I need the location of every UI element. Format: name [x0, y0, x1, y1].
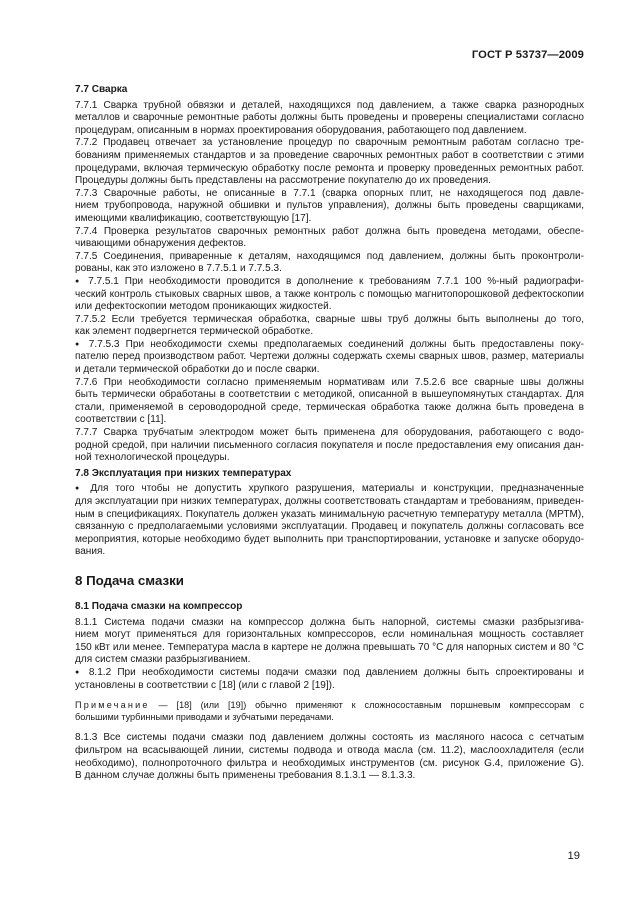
text-line: 7.7.3 Сварочные работы, не описанные в 7.7.1 (сварка опорных плит, не находящегося под давле- — [75, 187, 584, 199]
paragraph-8-1-3 — [63, 732, 584, 782]
text-line: ● 7.7.5.1 При необходимости проводится в дополнение к требованиям 7.7.1 100 %-ный радиографи- — [75, 275, 585, 287]
text-line: для систем смазки разбрызгиванием. — [75, 654, 251, 666]
paragraph-8-1-2 — [63, 667, 584, 692]
note-label: Примечание — [75, 700, 150, 711]
paragraph-7-7-4 — [63, 226, 584, 251]
text-line: 7.7.7 Сварка трубчатым электродом может быть применена для оборудования, работающего с водо- — [75, 427, 584, 439]
paragraph-7-7-5-1 — [63, 276, 584, 314]
section-8-1-heading: 8.1 Подача смазки на компрессор — [75, 600, 243, 612]
text-line: ● 7.7.5.3 При необходимости схемы предполагаемых соединений должны быть предоставлены поку- — [75, 338, 585, 350]
text-line: 7.7.5.2 Если требуется термическая обработка, сварные швы труб должны быть выполнены до того, — [75, 313, 584, 325]
paragraph-7-7-7 — [63, 427, 584, 465]
text-line: 7.7.6 При необходимости согласно применяемым нормативам или 7.5.2.6 все сварные швы должны — [75, 376, 584, 388]
text-line: быть термически обработаны в соответствии с методикой, описанной в вышеупомянутых стандартах. Для — [75, 389, 584, 401]
text-line: для эксплуатации при низких температурах, должны соответствовать стандартам и требованиям, приведен- — [75, 496, 584, 507]
text-line: большими турбинными приводами и зубчатыми передачами. — [75, 711, 334, 722]
text-line: вания. — [75, 546, 106, 558]
text-line: имеющими квалификацию, соответствующую [17]. — [75, 212, 312, 224]
section-8-heading: 8 Подача смазки — [75, 572, 184, 588]
paragraph-7-7-5 — [63, 251, 584, 276]
page-content — [63, 77, 584, 783]
paragraph-8-1-1 — [63, 617, 584, 667]
bullet-icon: ● — [75, 340, 83, 348]
text-line: или дефектоскопии методом проникающих жидкостей. — [75, 301, 332, 313]
paragraph-7-7-5-3 — [63, 339, 584, 377]
text-line: мероприятия, которые необходимо будет выполнить при транспортировании, установке и запуске оборудо- — [75, 533, 584, 545]
section-7-8-heading: 7.8 Эксплуатация при низких температурах — [75, 467, 292, 479]
text-line: 7.7.1 Сварка трубной обвязки и деталей, находящихся под давлением, а также сварка разнородных — [75, 99, 584, 111]
paragraph-7-7-1 — [63, 100, 584, 138]
text-line: В данном случае должны быть применены требования 8.1.3.1 — 8.1.3.3. — [75, 770, 416, 782]
text-line: Примечание — [18] (или [19]) обычно применяют к сложносоставным поршневым компрессорам с — [75, 700, 584, 711]
bullet-icon: ● — [75, 485, 84, 493]
text-line: процедурам, описанным в нормах проектирования оборудования, работающего под давлением. — [75, 124, 527, 136]
text-line: 150 кВт или менее. Температура масла в картере не должна превышать 70 °С для напорных систем и 80 °С — [75, 641, 584, 653]
standard-header: ГОСТ Р 53737—2009 — [471, 49, 584, 61]
text-line: пателю перед производством работ. Чертежи должны содержать схемы сварных швов, размер, материалы — [75, 351, 584, 363]
text-line: Процедуры должны быть представлены на рассмотрение покупателю до их проведения. — [75, 175, 491, 187]
paragraph-7-8 — [63, 483, 584, 559]
text-line: металлов и сварочные ремонтные работы должны быть проведены и проверены специалистами согласно — [75, 112, 584, 124]
text-line: чивающими обнаружения дефектов. — [75, 238, 247, 250]
paragraph-7-7-3 — [63, 188, 584, 226]
bullet-icon: ● — [75, 668, 83, 676]
text-line: фильтром на всасывающей линии, системы подвода и отвода масла (см. 11.2), маслоохладителя (если — [75, 744, 584, 756]
text-line: 7.7.2 Продавец отвечает за установление процедур по сварочным ремонтным работам согласно тре- — [75, 137, 584, 149]
text-line: связанную с предполагаемыми условиями эксплуатации. Продавец и покупатель должны согласовать все — [75, 521, 584, 533]
text-line: 8.1.1 Система подачи смазки на компрессор должна быть напорной, системы смазки разбрызгива- — [75, 616, 584, 628]
text-line: стали, применяемой в сероводородной среде, термическая обработка также должна быть проведена в — [75, 401, 584, 413]
text-line: 7.7.4 Проверка результатов сварочных ремонтных работ должна быть проведена методами, обеспе- — [75, 225, 584, 237]
section-7-7-heading: 7.7 Сварка — [75, 84, 128, 95]
text-line: ● Для того чтобы не допустить хрупкого разрушения, материалы и конструкции, предназначенные — [75, 483, 584, 495]
text-line: и детали термической обработки до и после сварки. — [75, 364, 320, 376]
text-line: рованы, как это изложено в 7.7.5.1 и 7.7.5.3. — [75, 263, 282, 275]
text-line: ческий контроль стыковых сварных швов, а также контроль с помощью магнитопорошковой дефектоскопии — [75, 288, 584, 300]
text-line: соответствии с [11]. — [75, 414, 167, 426]
text-line: нием трубопровода, наружной обшивки и пультов управления), должны быть проведены сварщиками, — [75, 200, 584, 212]
text-line: ной технологической процедуры. — [75, 452, 230, 464]
text-line: родной средой, при наличии письменного согласия покупателя и после предоставления ему описания дан- — [75, 439, 584, 451]
paragraph-7-7-5-2 — [63, 314, 584, 339]
note — [63, 700, 584, 723]
text-line: 8.1.3 Все системы подачи смазки под давлением должны состоять из масляного насоса с сетчатым — [75, 732, 584, 744]
text-line: необходимо), полнопроточного фильтра и необходимых инструментов (см. рисунок G.4, приложение G). — [75, 757, 584, 769]
paragraph-7-7-2 — [63, 137, 584, 187]
text-line: установлены в соответствии с [18] (или с главой 2 [19]). — [75, 679, 335, 691]
paragraph-7-7-6 — [63, 377, 584, 427]
text-line: бованиям применяемых стандартов и за проведение сварочных ремонтных работ в соответствии с этими — [75, 149, 584, 161]
text-line: как элемент подвергнется термической обработке. — [75, 326, 314, 338]
text-line: 7.7.5 Соединения, приваренные к деталям, находящимся под давлением, должны быть проконтроли- — [75, 250, 584, 262]
text-line: процедурами, включая термическую обработку после ремонта и проверку проведенных ремонтных работ. — [75, 162, 584, 174]
text-line: ● 8.1.2 При необходимости системы подачи смазки под давлением должны быть спроектированы и — [75, 666, 584, 678]
text-line: ным в спецификациях. Покупатель должен указать минимальную расчетную температуру металла (МРТМ), — [75, 508, 584, 520]
page-number: 19 — [567, 850, 580, 862]
text-line: нием могут применяться для горизонтальных компрессоров, если номинальная мощность составляет — [75, 629, 584, 641]
bullet-icon: ● — [75, 277, 83, 285]
